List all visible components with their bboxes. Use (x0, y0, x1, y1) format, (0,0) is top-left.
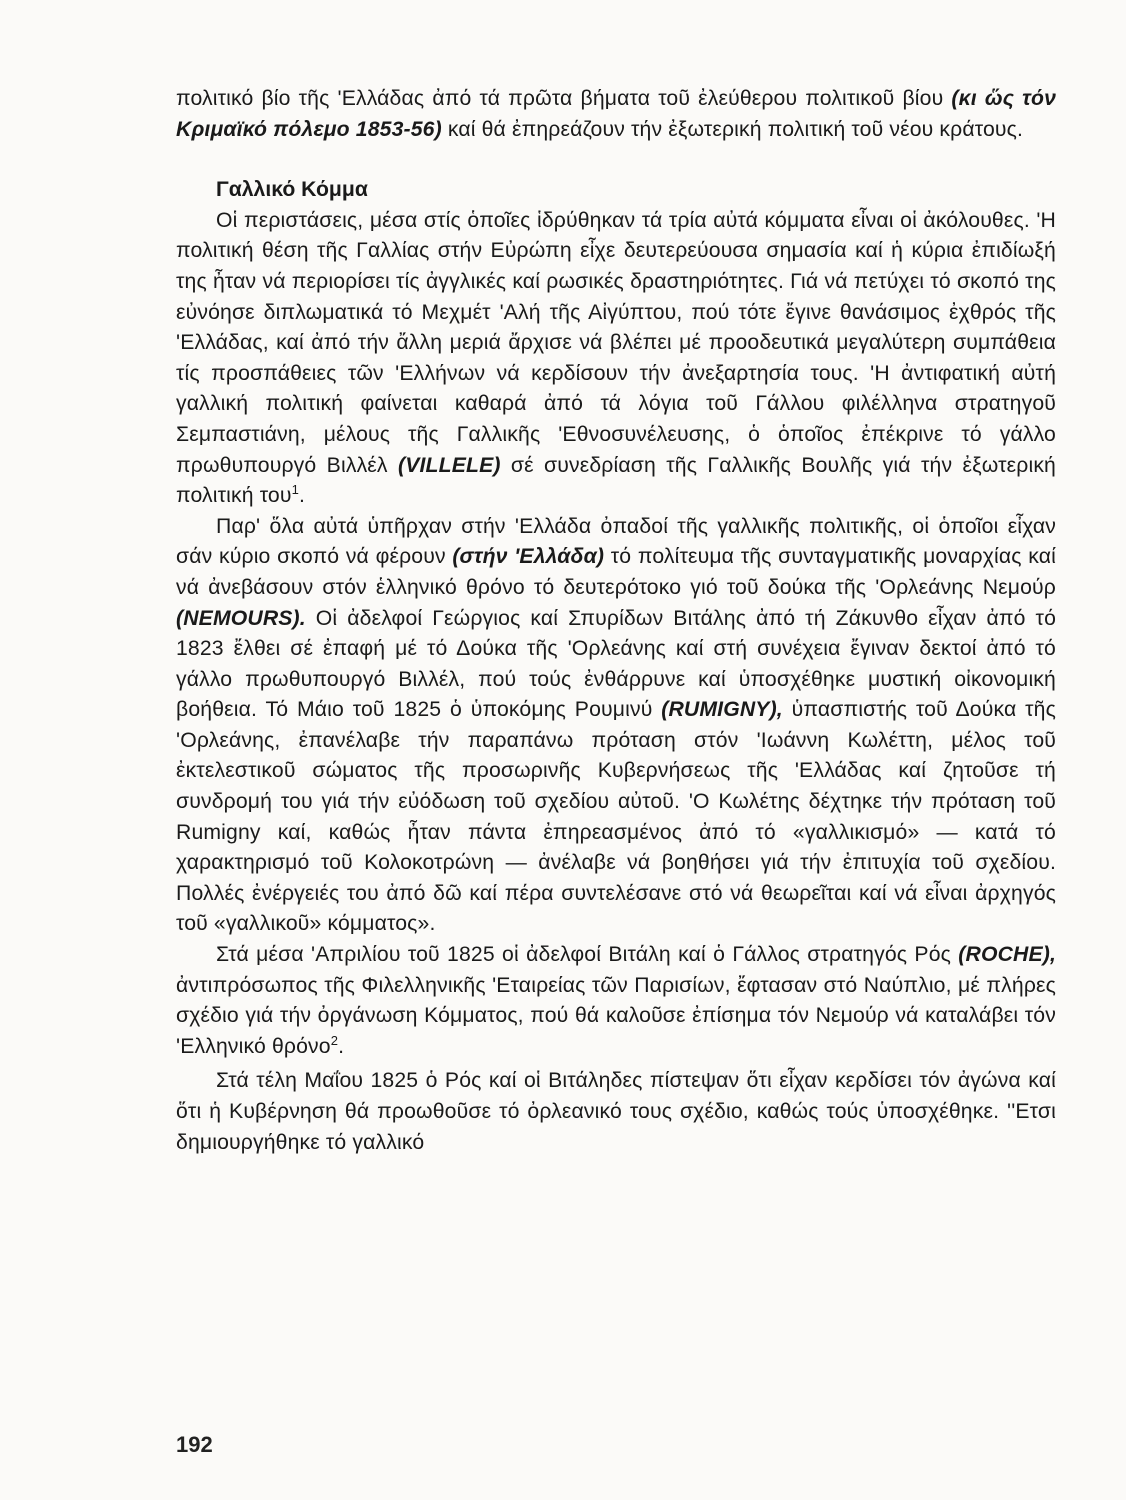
paragraph-text: ἀντιπρόσωπος τῆς Φιλελληνικῆς 'Εταιρείας τῶν Παρισίων, ἔφτασαν στό Ναύπλιο, μέ πλήρες σχέδιο γιά τήν ὀργάνωση Κόμματος, πού θά καλοῦσε ἐπίσημα τόν Νεμούρ νά καταλάβει τόν 'Ελληνικό θρόνο (176, 973, 1056, 1058)
italic-reference: (κι ὥς τόν Κριμαϊκό πόλεμο 1853-56) (176, 87, 1056, 141)
paragraph-text: Οἱ περιστάσεις, μέσα στίς ὁποῖες ἱδρύθηκαν τά τρία αὐτά κόμματα εἶναι οἱ ἀκόλουθες. 'Η πολιτική θέση τῆς Γαλλίας στήν Εὐρώπη εἶχε δευτερεύουσα σημασία καί ἡ κύρια ἐπιδίωξή της ἦταν νά περιορίσει τίς ἀγγλικές καί ρωσικές δραστηριότητες. Γιά νά πετύχει τό σκοπό της εὐνόησε διπλωματικά τό Μεχμέτ 'Αλή τῆς Αἰγύπτου, πού τότε ἔγινε θανάσιμος ἐχθρός τῆς 'Ελλάδας, καί ἀπό τήν ἄλλη μεριά ἄρχισε νά βλέπει μέ προοδευτικά μεγαλύτερη συμπάθεια τίς προσπάθειες τῶν 'Ελλήνων νά κερδίσουν τήν ἀνεξαρτησία τους. 'Η ἀντιφατική αὐτή γαλλική πολιτική φαίνεται καθαρά ἀπό τά λόγια τοῦ Γάλλου φιλέλληνα στρατηγοῦ Σεμπαστιάνη, μέλους τῆς Γαλλικῆς 'Εθνοσυνέλευσης, ὁ ὁποῖος ἐπέκρινε τό γάλλο πρωθυπουργό Βιλλέλ (176, 208, 1056, 477)
italic-reference: (NEMOURS). (176, 606, 306, 630)
text-column (176, 84, 1056, 1414)
footnote-marker: 1 (291, 482, 299, 498)
paragraph-1 (176, 206, 1056, 512)
paragraph-text: τό πολίτευμα τῆς συνταγματικῆς μοναρχίας καί νά ἀνεβάσουν στόν ἑλληνικό θρόνο τό δευτερότοκο γιό τοῦ δούκα τῆς 'Ορλεάνης Νεμούρ (176, 545, 1056, 599)
paragraph-text: σέ συνεδρίαση τῆς Γαλλικῆς Βουλῆς γιά τήν ἐξωτερική πολιτική του (176, 453, 1056, 508)
paragraph-2 (176, 512, 1056, 940)
footnote-marker: 2 (330, 1032, 339, 1048)
paragraph-3 (176, 940, 1056, 1062)
page-number: 192 (176, 1432, 213, 1457)
section-heading: Γαλλικό Κόμμα (216, 178, 368, 202)
paragraph-4 (176, 1066, 1056, 1158)
paragraph-text: Παρ' ὅλα αὐτά ὑπῆρχαν στήν 'Ελλάδα ὀπαδοί τῆς γαλλικῆς πολιτικῆς, οἱ ὁποῖοι εἶχαν σάν κύριο σκοπό νά φέρουν (176, 514, 1056, 569)
paragraph-text: καί θά ἐπηρεάζουν τήν ἐξωτερική πολιτική τοῦ νέου κράτους. (441, 117, 1024, 141)
paragraph-text: . (338, 1034, 345, 1058)
italic-reference: (RUMIGNY), (661, 698, 783, 722)
italic-reference: (VILLELE) (397, 453, 501, 477)
paragraph-text: Στά μέσα 'Απριλίου τοῦ 1825 οἱ ἀδελφοί Βιτάλη καί ὁ Γάλλος στρατηγός Ρός (216, 943, 959, 967)
italic-reference: (ROCHE), (958, 943, 1056, 967)
italic-reference: (στήν 'Ελλάδα) (452, 545, 605, 569)
paragraph-text: Οἱ ἀδελφοί Γεώργιος καί Σπυρίδων Βιτάλης ἀπό τή Ζάκυνθο εἶχαν ἀπό τό 1823 ἔλθει σέ ἐπαφή μέ τό Δούκα τῆς 'Ορλεάνης καί στή συνέχεια ἔγιναν δεκτοί ἀπό τό γάλλο πρωθυπουργό Βιλλέλ, πού τούς ἐνθάρρυνε καί ὑποσχέθηκε μυστική οἰκονομική βοήθεια. Τό Μάιο τοῦ 1825 ὁ ὑποκόμης Ρουμινύ (176, 606, 1056, 722)
paragraph-text: πολιτικό βίο τῆς 'Ελλάδας ἀπό τά πρῶτα βήματα τοῦ ἐλεύθερου πολιτικοῦ βίου (176, 87, 952, 110)
paragraph-text: Στά τέλη Μαΐου 1825 ὁ Ρός καί οἱ Βιτάληδες πίστεψαν ὅτι εἶχαν κερδίσει τόν ἀγώνα καί ὅτι ἡ Κυβέρνηση θά προωθοῦσε τό ὀρλεανικό τους σχέδιο, καθώς τούς ὑποσχέθηκε. ''Ετσι δημιουργήθηκε τό γαλλικό (176, 1069, 1056, 1154)
paragraph-text: . (298, 484, 306, 508)
paragraph-text: ὑπασπιστής τοῦ Δούκα τῆς 'Ορλεάνης, ἐπανέλαβε τήν παραπάνω πρόταση στόν 'Ιωάννη Κωλέττη, μέλος τοῦ ἐκτελεστικοῦ σώματος τῆς προσωρινῆς Κυβερνήσεως τῆς 'Ελλάδας καί ζητοῦσε τή συνδρομή του γιά τήν εὐόδωση τοῦ σχεδίου αὐτοῦ. 'Ο Κωλέτης δέχτηκε τήν πρόταση τοῦ Rumigny καί, καθώς ἦταν πάντα ἐπηρεασμένος ἀπό τό «γαλλικισμό» — κατά τό χαρακτηρισμό τοῦ Κολοκοτρώνη — ἀνέλαβε νά βοηθήσει γιά τήν ἐπιτυχία τοῦ σχεδίου. Πολλές ἐνέργειές του ἀπό δῶ καί πέρα συντελέσανε στό νά θεωρεῖται καί νά εἶναι ἀρχηγός τοῦ «γαλλικοῦ» κόμματος». (176, 698, 1056, 936)
paragraph-continuation (176, 84, 1056, 145)
